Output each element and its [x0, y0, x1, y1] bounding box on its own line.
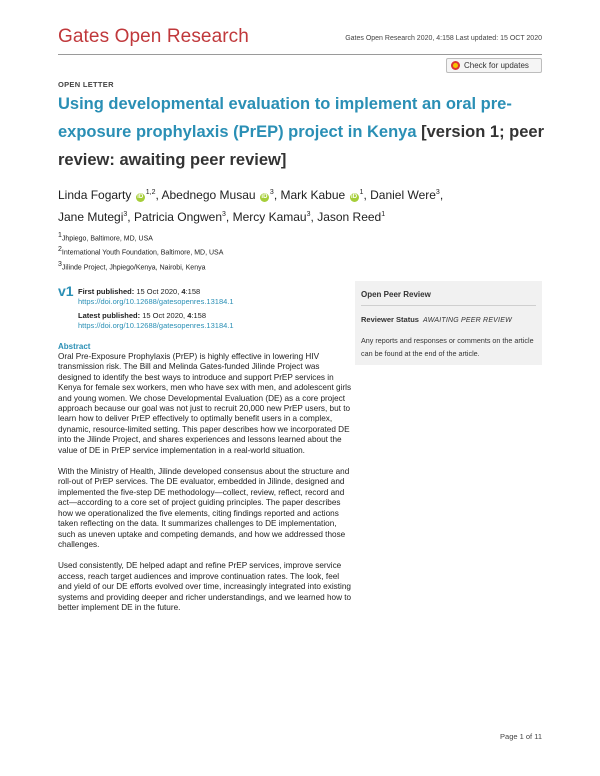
page-number: Page 1 of 11: [500, 732, 542, 741]
peer-review-note: Any reports and responses or comments on the article can be found at the end of the article.: [361, 336, 534, 358]
abstract-paragraph: Used consistently, DE helped adapt and refine PrEP services, improve service access, reach target audiences and improve continuation rates. The look, feel and yield of our DE efforts evolved over time, increasingly integrated into existing systems and providing deeper and richer understandings, and we learned how to better implement DE in the future.: [58, 561, 352, 612]
author-list: Linda Fogarty iD$^{1,2}$, Abednego Musau $iD^3$, Mark Kabue $iD^1$, Daniel Were$^3$, Jane Mutegi$^3$, Patricia Ongwen$^3$, Mercy Kamau$^3$, Jason Reed$^1$: [58, 188, 444, 224]
abstract-heading: Abstract: [58, 342, 91, 351]
publication-info: [78, 287, 234, 331]
header-rule: [58, 54, 542, 55]
abstract-paragraph: Oral Pre-Exposure Prophylaxis (PrEP) is highly effective in lowering HIV transmission risk. The Bill and Melinda Gates-funded Jilinde Project was designed to identify the best ways to introduce and support PrEP services in Kenya for female sex workers, men who have sex with men, and adolescent girls and young women. We chose Developmental Evaluation (DE) as a core project approach because our goal was not just to recruit 20,000 new PrEP users, but to learn how to deliver PrEP effectively to optimally benefit users in a complex, dynamic, resource-limited setting. This paper describes how we incorporated DE into the Jilinde Project, and shares experiences and lessons learned about the value of DE in PrEP service implementation in a real-world situation.: [58, 352, 352, 455]
check-updates-label: Check for updates: [464, 61, 529, 70]
check-updates-button[interactable]: [446, 58, 542, 73]
first-published: First published: 15 Oct 2020, 4:158: [78, 287, 201, 296]
author[interactable]: Jane Mutegi$^3$: [58, 210, 128, 224]
version-badge: v1: [58, 283, 74, 299]
article-title: [58, 90, 548, 174]
abstract-body: [58, 352, 354, 624]
latest-published: Latest published: 15 Oct 2020, 4:158: [78, 311, 207, 320]
author[interactable]: Daniel Were$^3$: [370, 188, 440, 202]
affiliation: $^3$Jilinde Project, Jhpiego/Kenya, Nairobi, Kenya: [58, 260, 206, 271]
author[interactable]: Linda Fogarty iD$^{1,2}$: [58, 188, 156, 202]
latest-doi-link[interactable]: https://doi.org/10.12688/gatesopenres.13184.1: [78, 321, 234, 330]
affiliation: $^2$International Youth Foundation, Baltimore, MD, USA: [58, 246, 224, 257]
author[interactable]: Mark Kabue $iD^1$: [280, 188, 364, 202]
author[interactable]: Mercy Kamau$^3$: [232, 210, 311, 224]
author[interactable]: Patricia Ongwen$^3$: [133, 210, 226, 224]
orcid-icon[interactable]: iD: [137, 194, 144, 200]
peer-review-heading: Open Peer Review: [361, 290, 431, 299]
reviewer-status: Reviewer Status AWAITING PEER REVIEW: [361, 315, 512, 324]
status-value: AWAITING PEER REVIEW: [422, 317, 512, 324]
title-version: [version 1; peer review: awaiting peer review]: [58, 123, 545, 169]
affiliation: $^1$Jhpiego, Baltimore, MD, USA: [58, 232, 153, 243]
abstract-paragraph: With the Ministry of Health, Jilinde developed consensus about the structure and roll-out of PrEP services. The DE evaluator, embedded in Jilinde, designed and implemented the five-step DE methodology—collect, review, reflect, record and act—according to a core set of project guiding principles. The paper describes how we operationalized the five elements, citing findings reported and actions taken reflecting on the data. It summarizes challenges to DE implementation, such as uneven uptake and competing demands, and how we addressed those challenges.: [58, 467, 350, 549]
affiliations: [58, 230, 223, 273]
first-doi-link[interactable]: https://doi.org/10.12688/gatesopenres.13184.1: [78, 297, 234, 306]
author[interactable]: Abednego Musau $iD^3$: [161, 188, 274, 202]
orcid-icon[interactable]: iD: [261, 194, 268, 200]
journal-name: Gates Open Research: [58, 26, 249, 47]
title-main: Using developmental evaluation to implement an oral pre-exposure prophylaxis (PrEP) project in Kenya: [58, 95, 512, 141]
panel-divider: [361, 305, 536, 306]
author[interactable]: Jason Reed$^1$: [317, 210, 386, 224]
running-head: Gates Open Research 2020, 4:158 Last updated: 15 OCT 2020: [345, 35, 542, 42]
orcid-icon[interactable]: iD: [351, 194, 358, 200]
crossmark-icon: [451, 61, 460, 70]
article-type: OPEN LETTER: [58, 80, 114, 89]
